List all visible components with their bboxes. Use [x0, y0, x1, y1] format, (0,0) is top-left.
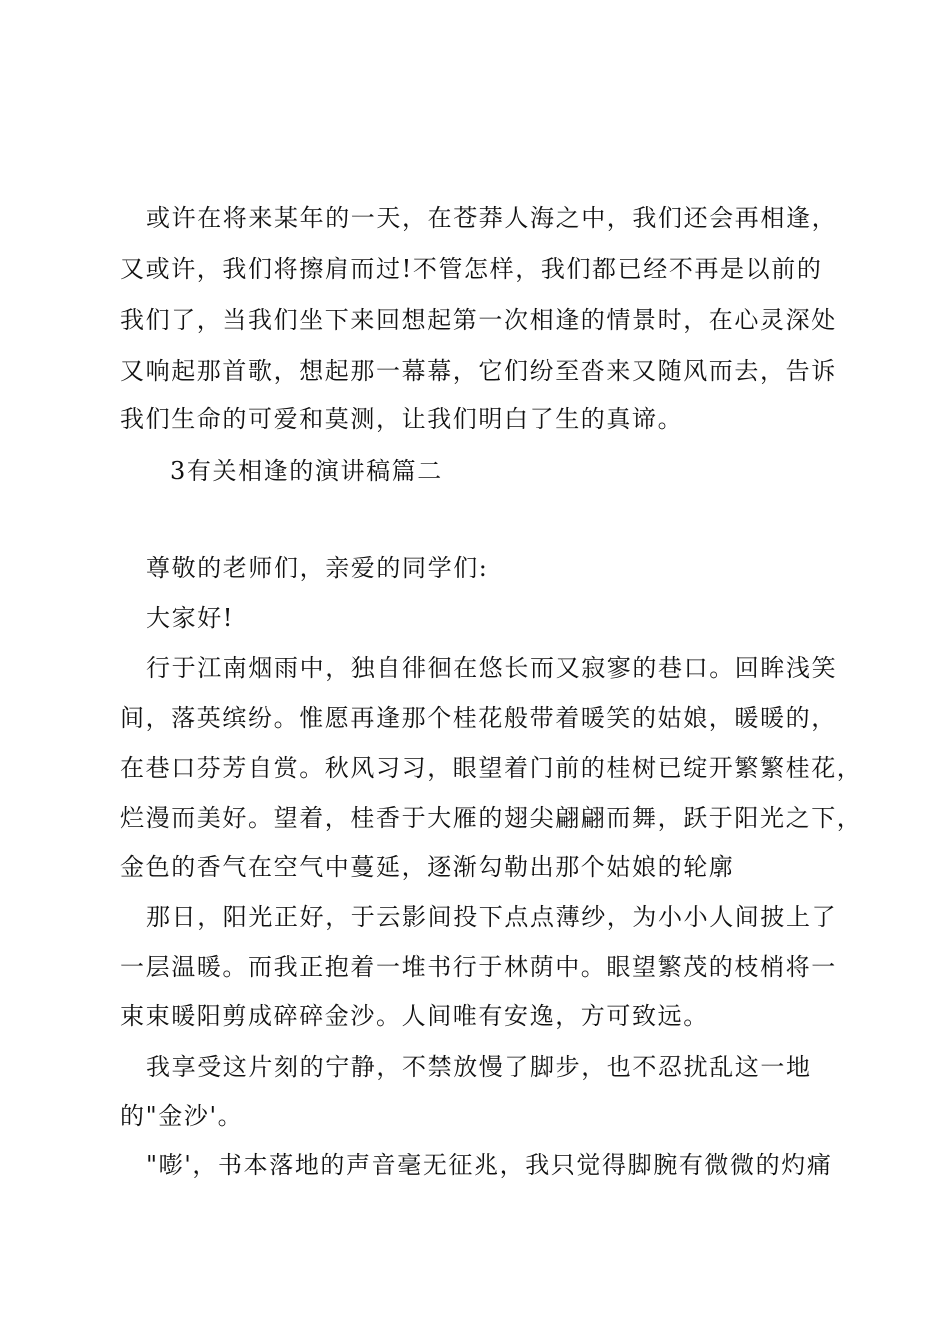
paragraph-1-line-2: 又或许，我们将擦肩而过!不管怎样，我们都已经不再是以前的 — [120, 255, 823, 283]
paragraph-4-line-1: 我享受这片刻的宁静，不禁放慢了脚步，也不忍扰乱这一地 — [146, 1053, 812, 1081]
salutation: 尊敬的老师们，亲爱的同学们: — [146, 554, 489, 582]
paragraph-2-line-2: 间，落英缤纷。惟愿再逢那个桂花般带着暖笑的姑娘，暖暖的， — [120, 704, 837, 732]
paragraph-1-line-5: 我们生命的可爱和莫测，让我们明白了生的真谛。 — [120, 405, 684, 433]
paragraph-2-line-5: 金色的香气在空气中蔓延，逐渐勾勒出那个姑娘的轮廓 — [120, 853, 735, 881]
paragraph-2-line-4: 烂漫而美好。望着，桂香于大雁的翅尖翩翩而舞，跃于阳光之下， — [120, 804, 863, 832]
section-heading: 3有关相逢的演讲稿篇二 — [170, 457, 443, 485]
paragraph-3-line-2: 一层温暖。而我正抱着一堆书行于林荫中。眼望繁茂的枝梢将一 — [120, 953, 837, 981]
paragraph-2-line-1: 行于江南烟雨中，独自徘徊在悠长而又寂寥的巷口。回眸浅笑 — [146, 654, 838, 682]
paragraph-2-line-3: 在巷口芬芳自赏。秋风习习，眼望着门前的桂树已绽开繁繁桂花， — [120, 754, 863, 782]
paragraph-3-line-3: 束束暖阳剪成碎碎金沙。人间唯有安逸，方可致远。 — [120, 1002, 709, 1030]
paragraph-1-line-4: 又响起那首歌，想起那一幕幕，它们纷至沓来又随风而去，告诉 — [120, 357, 837, 385]
paragraph-3-line-1: 那日，阳光正好，于云影间投下点点薄纱，为小小人间披上了 — [146, 903, 838, 931]
paragraph-1-line-3: 我们了，当我们坐下来回想起第一次相逢的情景时，在心灵深处 — [120, 306, 837, 334]
greeting: 大家好! — [146, 604, 235, 632]
paragraph-4-line-2: 的"金沙'。 — [120, 1102, 244, 1130]
paragraph-1-line-1: 或许在将来某年的一天，在苍莽人海之中，我们还会再相逢， — [146, 204, 838, 232]
paragraph-5-line-1: "嘭'，书本落地的声音毫无征兆，我只觉得脚腕有微微的灼痛 — [146, 1151, 833, 1179]
